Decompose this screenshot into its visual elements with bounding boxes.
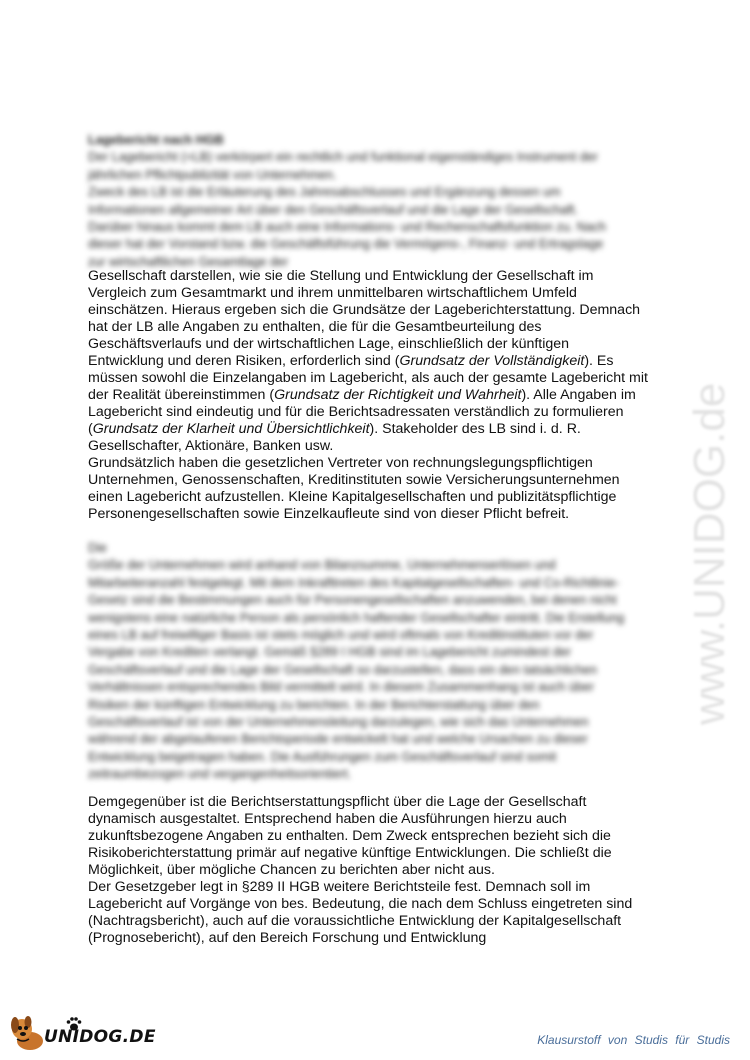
intro-paragraph-2: Zweck des LB ist die Erläuterung des Jahresabschlusses und Ergänzung dessen um Informationen allgemeiner Art über den Geschäftsverlauf und die Lage der Gesellschaft. Darüber hinaus kommt dem LB auch eine Informations- und Rechenschaftsfunktion zu. Nach dieser hat der Vorstand bzw. die Geschäftsführung die Vermögens-, Finanz- und Ertragslage zur wirtschaftlichen Gesamtlage der [88,185,607,269]
body-paragraph-principles [88,268,648,455]
body-block-2 [88,794,648,947]
intro-paragraph-1: Der Lagebericht (=LB) verkörpert ein rechtlich und funktional eigenständiges Instrument der jährlichen Pflichtpublizität von Unternehmen. [88,150,598,182]
watermark-text: www.UNIDOG.de [685,382,734,725]
text-segment: ). Alle Angaben im Lagebericht sind eindeutig und für die Berichtsadressaten verständlich zu formulieren ( [88,387,636,437]
principle-correctness: Grundsatz der Richtigkeit und Wahrheit [274,387,522,403]
principle-completeness: Grundsatz der Vollständigkeit [399,353,585,369]
text-segment: ). Es müssen sowohl die Einzelangaben im Lagebericht, als auch der gesamte Lagebericht mit der Realität übereinstimmen ( [88,353,648,403]
footer-slogan: Klausurstoff von Studis für Studis [537,1033,730,1047]
principle-clarity: Grundsatz der Klarheit und Übersichtlichkeit [92,421,370,437]
watermark [662,270,750,730]
body-paragraph-legislator: Der Gesetzgeber legt in §289 II HGB weitere Berichtsteile fest. Demnach soll im Lagebericht auf Vorgänge von bes. Bedeutung, die nach dem Schluss eingetreten sind (Nachtragsbericht), auch auf die voraussichtliche Entwicklung der Kapitalgesellschaft (Prognosebericht), auf den Bereich Forschung und Entwicklung [88,879,633,946]
intro-block [88,132,618,271]
document-heading: Lagebericht nach HGB [88,133,224,147]
dog-mascot-icon [8,1013,48,1053]
body-block-1 [88,268,648,523]
footer-logo[interactable] [8,1013,178,1053]
text-segment: Gesellschaft darstellen, wie sie die Stellung und Entwicklung der Gesellschaft im Vergleich zum Gesamtmarkt und ihrem unmittelbaren wirtschaftlichem Umfeld einschätzen. Hieraus ergeben sich die Grundsätze der Lageberichterstattung. Demnach hat der LB alle Angaben zu enthalten, die für die Gesamtbeurteilung des Geschäftsverlaufs und der wirtschaftlichen Lage, einschließlich der künftigen Entwicklung und deren Risiken, erforderlich sind ( [88,268,641,369]
text-segment: ). Stakeholder des LB sind i. d. R. Gesellschafter, Aktionäre, Banken usw. [88,421,581,454]
body-paragraph-risk: Demgegenüber ist die Berichtserstattungspflicht über die Lage der Gesellschaft dynamisch ausgestaltet. Entsprechend haben die Ausführungen hierzu auch zukunftsbezogene Angaben zu enthalten. Dem Zweck entsprechen bezieht sich die Risikoberichterstattung primär auf negative künftige Entwicklungen. Die schließt die Möglichkeit, über mögliche Chancen zu berichten aber nicht aus. [88,794,612,878]
middle-paragraph-1: Die [88,541,107,555]
footer-brand: UNIDOG.DE [44,1027,156,1047]
body-paragraph-obligation: Grundsätzlich haben die gesetzlichen Vertreter von rechnungslegungspflichtigen Unternehmen, Genossenschaften, Kreditinstituten sowie Versicherungsunternehmen einen Lagebericht aufzustellen. Kleine Kapitalgesellschaften und publizitätspflichtige Personengesellschaften sowie Einzelkaufleute sind von dieser Pflicht befreit. [88,455,620,522]
middle-block [88,540,628,784]
middle-paragraph-2: Größe der Unternehmen wird anhand von Bilanzsumme, Unternehmenserlösen und Mitarbeiteranzahl festgelegt. Mit dem Inkrafttreten des Kapitalgesellschaften- und Co-Richtlinie-Gesetz sind die Bestimmungen auch für Personengesellschaften anzuwenden, bei denen nicht wenigstens eine natürliche Person als persönlich haftender Gesellschafter eintritt. Die Erstellung eines LB auf freiwilliger Basis ist stets möglich und wird oftmals von Kreditinstituten vor der Vergabe von Krediten verlangt. Gemäß §289 I HGB sind im Lagebericht zumindest der Geschäftsverlauf und die Lage der Gesellschaft so darzustellen, dass ein den tatsächlichen Verhältnissen entsprechendes Bild vermittelt wird. In diesem Zusammenhang ist auch über Risiken der künftigen Entwicklung zu berichten. In der Berichterstattung über den Geschäftsverlauf ist von der Unternehmensleitung darzulegen, wie sich das Unternehmen während der abgelaufenen Berichtsperiode entwickelt hat und welche Ursachen zu dieser Entwicklung beigetragen haben. Die Ausführungen zum Geschäftsverlauf sind somit zeitraumbezogen und vergangenheitsorientiert. [88,558,625,782]
